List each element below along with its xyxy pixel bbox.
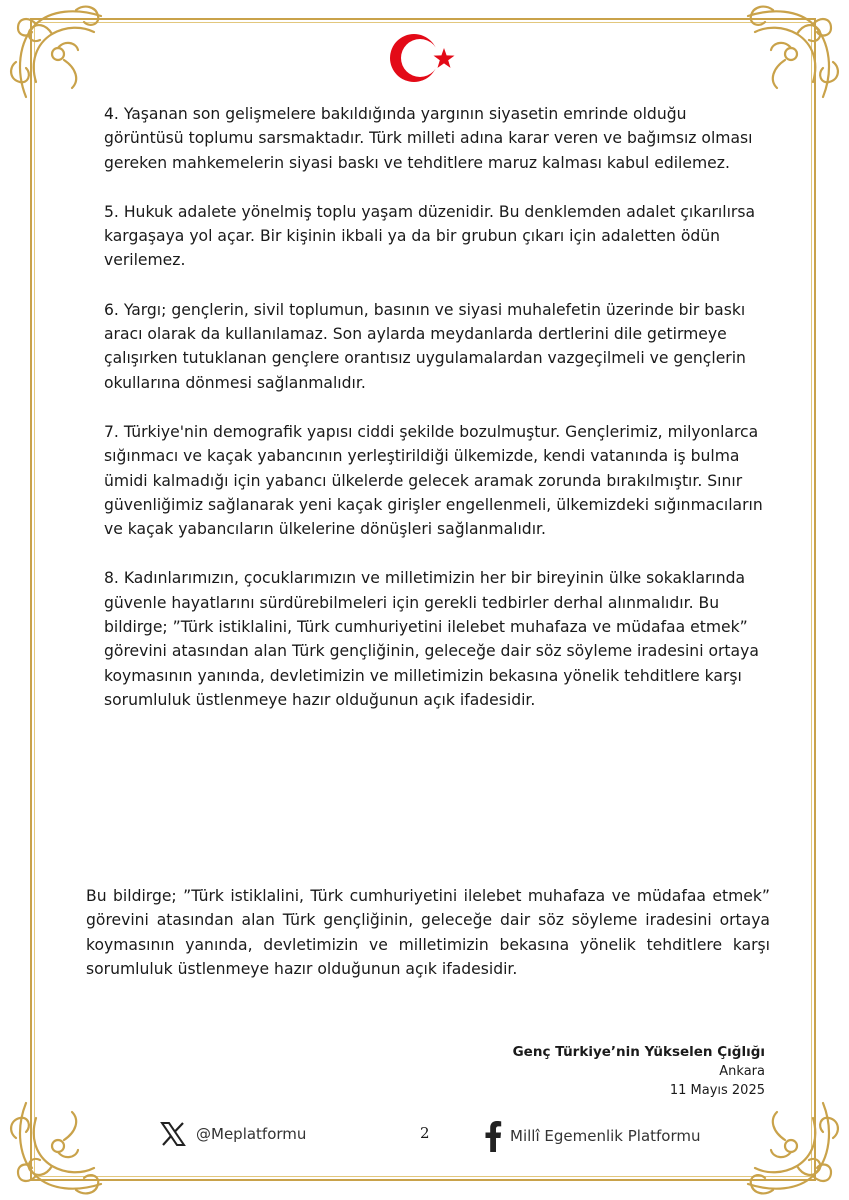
facebook-logo-icon (484, 1120, 502, 1152)
paragraph-5: 5. Hukuk adalete yönelmiş toplu yaşam düzenidir. Bu denklemden adalet çıkarılırsa kargaşaya yol açar. Bir kişinin ikbali ya da bir grubun çıkarı için adaletten ödün verilemez. (104, 202, 756, 270)
footer-x-link[interactable] (160, 1122, 306, 1146)
ornament-corner-top-right (733, 2, 843, 112)
footer-facebook-link[interactable] (484, 1120, 701, 1152)
x-handle: @Meplatformu (196, 1125, 307, 1143)
signature-block (513, 1042, 765, 1100)
ornament-corner-bottom-left (6, 1088, 116, 1198)
paragraph-8: 8. Kadınlarımızın, çocuklarımızın ve milletimizin her bir bireyinin ülke sokaklarında güvenle hayatlarını sürdürebilmeleri için gerekli tedbirler derhal alınmalıdır. Bu bildirge; ”Türk istiklalini, Türk cumhuriyetini ilelebet muhafaza ve müdafaa etmek” görevini atasından alan Türk gençliğinin, geleceğe dair söz söyleme iradesini ortaya koymasının yanında, devletimizin ve milletimizin bekasına yönelik tehditlere karşı sorumluluk üstlenmeye hazır olduğunun açık ifadesidir. (104, 569, 759, 709)
paragraph-7: 7. Türkiye'nin demografik yapısı ciddi şekilde bozulmuştur. Gençlerimiz, milyonlarca sığınmacı ve kaçak yabancının yerleştirildiği ülkemizde, kendi vatanında iş bulma ümidi kalmadığı için yabancı ülkelerde gelecek aramak zorunda bırakılmıştır. Sınır güvenliğimiz sağlanarak yeni kaçak girişler engellenmeli, ülkemizdeki sığınmacıların ve kaçak yabancıların ülkelerine dönüşleri sağlanmalıdır. (104, 422, 763, 539)
closing-paragraph: Bu bildirge; ”Türk istiklalini, Türk cumhuriyetini ilelebet muhafaza ve müdafaa etmek” görevini atasından alan Türk gençliğinin, geleceğe dair söz söyleme iradesini ortaya koymasının yanında, devletimizin ve milletimizin bekasına yönelik tehditlere karşı sorumluluk üstlenmeye hazır olduğunun açık ifadesidir. (86, 887, 770, 978)
numbered-paragraphs (104, 102, 764, 737)
crescent-star-icon (388, 28, 460, 88)
ornament-corner-top-left (6, 2, 116, 112)
paragraph-6: 6. Yargı; gençlerin, sivil toplumun, basının ve siyasi muhalefetin üzerinde bir baskı aracı olarak da kullanılamaz. Son aylarda meydanlarda dertlerini dile getirmeye çalışırken tutuklanan gençlere orantısız uygulamalardan vazgeçilmeli ve gençlerin okullarına dönmesi sağlanmalıdır. (104, 300, 746, 392)
page-number: 2 (420, 1124, 430, 1142)
facebook-name: Millî Egemenlik Platformu (510, 1127, 701, 1145)
signature-city: Ankara (719, 1064, 765, 1079)
signature-title: Genç Türkiye’nin Yükselen Çığlığı (512, 1044, 765, 1060)
paragraph-4: 4. Yaşanan son gelişmelere bakıldığında yargının siyasetin emrinde olduğu görüntüsü toplumu sarsmaktadır. Türk milleti adına karar veren ve bağımsız olması gereken mahkemelerin siyasi baskı ve tehditlere maruz kalması kabul edilemez. (104, 105, 753, 172)
signature-date: 11 Mayıs 2025 (669, 1083, 765, 1098)
x-logo-icon (160, 1122, 186, 1146)
ornament-corner-bottom-right (733, 1088, 843, 1198)
